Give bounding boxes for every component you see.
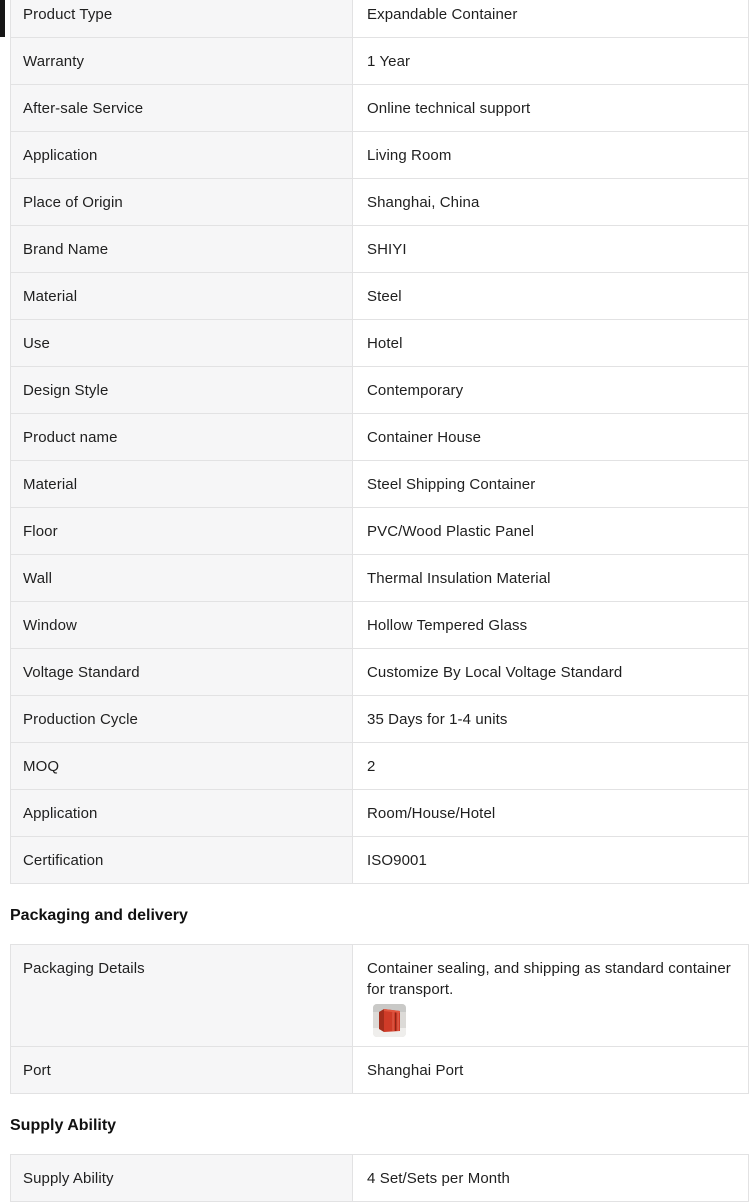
- spec-value-cell: [353, 85, 749, 132]
- spec-value-cell: [353, 555, 749, 602]
- spec-value-cell: [353, 649, 749, 696]
- spec-value-text: Hotel: [367, 334, 403, 352]
- spec-value-text: Contemporary: [367, 381, 464, 399]
- spec-value-text: 35 Days for 1-4 units: [367, 710, 508, 728]
- spec-label-cell: Production Cycle: [11, 696, 353, 743]
- spec-value-cell: [353, 508, 749, 555]
- spec-value-cell: [353, 1155, 749, 1202]
- spec-label-cell: Brand Name: [11, 226, 353, 273]
- supply-ability-rows: [11, 1155, 749, 1202]
- spec-label-cell: Use: [11, 320, 353, 367]
- spec-label-cell: Window: [11, 602, 353, 649]
- spec-value-text: 1 Year: [367, 52, 411, 70]
- spec-label-cell: Application: [11, 790, 353, 837]
- product-attributes-table: [10, 0, 749, 884]
- product-attributes-rows: [11, 0, 749, 884]
- spec-label-cell: MOQ: [11, 743, 353, 790]
- spec-value-text: Hollow Tempered Glass: [367, 616, 528, 634]
- spec-value-cell: [353, 743, 749, 790]
- spec-row: [11, 320, 749, 367]
- spec-label-cell: Certification: [11, 837, 353, 884]
- spec-value-text: Thermal Insulation Material: [367, 569, 551, 587]
- spec-value-text: Steel Shipping Container: [367, 475, 536, 493]
- spec-row: [11, 790, 749, 837]
- spec-value-cell: [353, 696, 749, 743]
- spec-label-cell: Material: [11, 273, 353, 320]
- spec-value-cell: [353, 414, 749, 461]
- spec-row: [11, 945, 749, 1047]
- spec-row: [11, 38, 749, 85]
- spec-row: [11, 0, 749, 38]
- packaging-delivery-rows: [11, 945, 749, 1094]
- spec-label-cell: Design Style: [11, 367, 353, 414]
- spec-row: [11, 1155, 749, 1202]
- spec-value-cell: [353, 790, 749, 837]
- spec-value-text: PVC/Wood Plastic Panel: [367, 522, 535, 540]
- spec-value-text: Living Room: [367, 146, 452, 164]
- packaging-section-heading: Packaging and delivery: [10, 907, 188, 924]
- spec-row: [11, 837, 749, 884]
- spec-value-cell: [353, 179, 749, 226]
- spec-value-cell: [353, 367, 749, 414]
- spec-value-text: 4 Set/Sets per Month: [367, 1169, 510, 1187]
- spec-value-text: Online technical support: [367, 99, 531, 117]
- spec-label-cell: Voltage Standard: [11, 649, 353, 696]
- spec-row: [11, 696, 749, 743]
- spec-value-cell: [353, 461, 749, 508]
- spec-value-cell: [353, 273, 749, 320]
- spec-row: [11, 414, 749, 461]
- spec-value-cell: [353, 226, 749, 273]
- spec-label-cell: Packaging Details: [11, 945, 353, 1047]
- spec-value-text: ISO9001: [367, 851, 427, 869]
- spec-label-cell: Warranty: [11, 38, 353, 85]
- scrollbar-thumb[interactable]: [0, 0, 5, 37]
- spec-value-text: Container sealing, and shipping as standard container for transport.: [367, 960, 731, 998]
- packaging-delivery-table: [10, 944, 749, 1094]
- spec-value-text: Customize By Local Voltage Standard: [367, 663, 623, 681]
- spec-row: [11, 602, 749, 649]
- spec-row: [11, 179, 749, 226]
- spec-label-cell: After-sale Service: [11, 85, 353, 132]
- red-shipping-container-photo[interactable]: [373, 1004, 406, 1037]
- spec-value-cell: [353, 38, 749, 85]
- spec-value-text: Shanghai, China: [367, 193, 480, 211]
- spec-row: [11, 132, 749, 179]
- spec-value-cell: [353, 1047, 749, 1094]
- spec-label-cell: Port: [11, 1047, 353, 1094]
- spec-value-text: SHIYI: [367, 240, 407, 258]
- red-container-image: [373, 1004, 406, 1037]
- spec-value-cell: [353, 320, 749, 367]
- spec-value-cell: [353, 0, 749, 38]
- spec-row: [11, 1047, 749, 1094]
- spec-label-cell: Supply Ability: [11, 1155, 353, 1202]
- spec-value-text: Expandable Container: [367, 5, 518, 23]
- supply-ability-section-heading: Supply Ability: [10, 1117, 117, 1134]
- spec-label-cell: Wall: [11, 555, 353, 602]
- spec-label-cell: Place of Origin: [11, 179, 353, 226]
- spec-row: [11, 555, 749, 602]
- spec-label-cell: Floor: [11, 508, 353, 555]
- spec-row: [11, 649, 749, 696]
- spec-row: [11, 85, 749, 132]
- spec-value-cell: [353, 132, 749, 179]
- spec-label-cell: Product Type: [11, 0, 353, 38]
- spec-value-text: Shanghai Port: [367, 1061, 464, 1079]
- spec-row: [11, 508, 749, 555]
- spec-label-cell: Product name: [11, 414, 353, 461]
- spec-value-text: Room/House/Hotel: [367, 804, 496, 822]
- spec-label-cell: Material: [11, 461, 353, 508]
- spec-value-text: Steel: [367, 287, 402, 305]
- supply-ability-table: [10, 1154, 749, 1202]
- spec-row: [11, 743, 749, 790]
- spec-row: [11, 461, 749, 508]
- spec-row: [11, 273, 749, 320]
- spec-row: [11, 226, 749, 273]
- spec-row: [11, 367, 749, 414]
- spec-value-text: Container House: [367, 428, 482, 446]
- spec-value-text: 2: [367, 757, 376, 775]
- spec-value-cell: [353, 837, 749, 884]
- spec-label-cell: Application: [11, 132, 353, 179]
- spec-value-cell: [353, 945, 749, 1047]
- spec-value-cell: [353, 602, 749, 649]
